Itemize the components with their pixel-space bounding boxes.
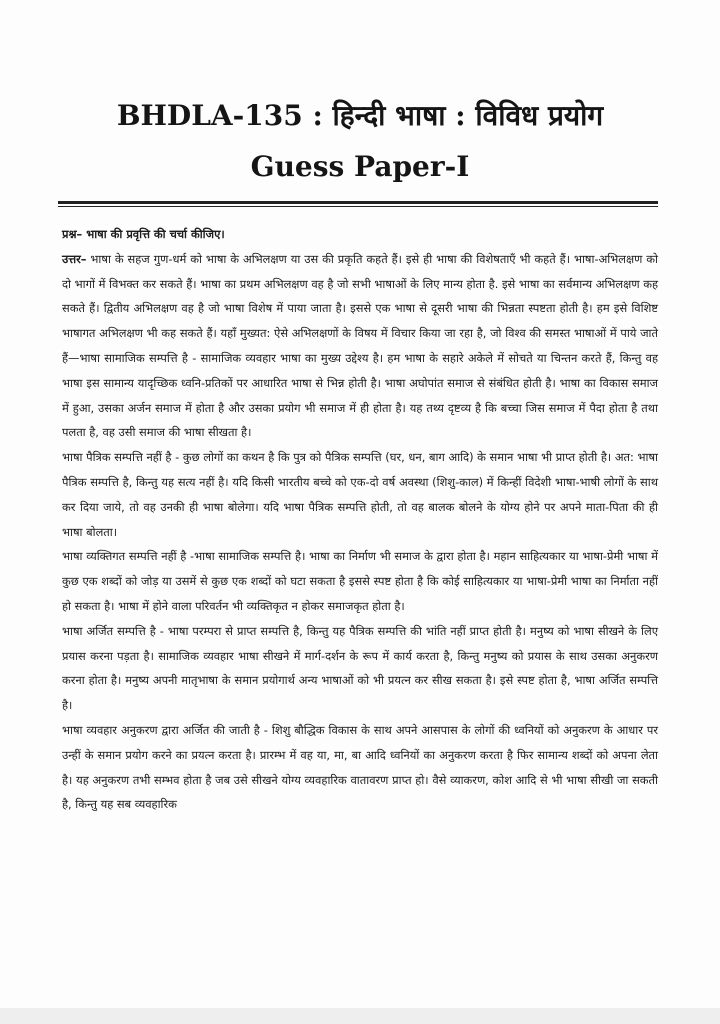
paragraph-5: भाषा व्यवहार अनुकरण द्वारा अर्जित की जाती है - शिशु बौद्धिक विकास के साथ अपने आसपास के लोगों की ध्वनियों को अनुकरण के आधार पर उन्हीं के समान प्रयोग करने का प्रयत्न करता है। प्रारम्भ में वह या, मा, बा आदि ध्वनियों का अनुकरण करता है फिर सामान्य शब्दों को अपना लेता है। यह अनुकरण तभी सम्भव होता है जब उसे सीखने योग्य व्यवहारिक वातावरण प्राप्त हो। वैसे व्याकरण, कोश आदि से भी भाषा सीखी जा सकती है, किन्तु यह सब व्यवहारिक <box>62 722 658 812</box>
question-label: प्रश्न– <box>62 227 83 241</box>
question-line <box>62 222 658 247</box>
paragraph-text: भाषा के सहज गुण-धर्म को भाषा के अभिलक्षण या उस की प्रकृति कहते हैं। इसे ही भाषा की विशेषताएँ भी कहते हैं। भाषा-अभिलक्षण को दो भागों में विभक्त कर सकते हैं। भाषा का प्रथम अभिलक्षण वह है जो सभी भाषाओं के लिए मान्य होता है. इसे भाषा का सर्वमान्य अभिलक्षण कह सकते हैं। द्वितीय अभिलक्षण वह है जो भाषा विशेष में पाया जाता है। इससे एक भाषा से दूसरी भाषा की भिन्नता स्पष्टता होती है। हम इसे विशिष्ट भाषागत अभिलक्षण भी कह सकते हैं। यहाँ मुख्यत: ऐसे अभिलक्षणों के विषय में विचार किया जा रहा है, जो विश्व की समस्त भाषाओं में पाये जाते हैं—भाषा सामाजिक सम्पत्ति है - सामाजिक व्यवहार भाषा का मुख्य उद्देश्य है। हम भाषा के सहारे अकेले में सोचते या चिन्तन करते हैं, किन्तु वह भाषा इस सामान्य यादृच्छिक ध्वनि-प्रतिकों पर आधारित भाषा से भिन्न होती है। भाषा अघोपांत समाज से संबंधित होती है। भाषा का विकास समाज में हुआ, उसका अर्जन समाज में होता है और उसका प्रयोग भी समाज में ही होता है। यह तथ्य दृष्टव्य है कि बच्चा जिस समाज में पैदा होता है तथा पलता है, वह उसी समाज की भाषा सीखता है। <box>62 251 659 440</box>
question-text: भाषा की प्रवृत्ति की चर्चा कीजिए। <box>86 227 225 241</box>
paragraph-3: भाषा व्यक्तिगत सम्पत्ति नहीं है -भाषा सामाजिक सम्पत्ति है। भाषा का निर्माण भी समाज के द्वारा होता है। महान साहित्यकार या भाषा-प्रेमी भाषा में कुछ एक शब्दों को जोड़ या उसमें से कुछ एक शब्दों को घटा सकता है इससे स्पष्ट होता है कि कोई साहित्यकार या भाषा-प्रेमी भाषा का निर्माता नहीं हो सकता है। भाषा में होने वाला परिवर्तन भी व्यक्तिकृत न होकर समाजकृत होता है। <box>62 549 658 613</box>
page-subtitle: Guess Paper-I <box>250 150 470 183</box>
paragraph-4: भाषा अर्जित सम्पत्ति है - भाषा परम्परा से प्राप्त सम्पत्ति है, किन्तु यह पैत्रिक सम्पत्ति की भांति नहीं प्राप्त होती है। मनुष्य को भाषा सीखने के लिए प्रयास करना पड़ता है। सामाजिक व्यवहार भाषा सीखने में मार्ग-दर्शन के रूप में कार्य करता है, किन्तु मनुष्य को प्रयास के साथ उसका अनुकरण करना होता है। मनुष्य अपनी मातृभाषा के समान प्रयोगार्थ अन्य भाषाओं को भी प्रयत्न कर सीख सकता है। इसे स्पष्ट होता है, भाषा अर्जित सम्पत्ति है। <box>62 623 658 713</box>
paragraph-2: भाषा पैत्रिक सम्पत्ति नहीं है - कुछ लोगों का कथन है कि पुत्र को पैत्रिक सम्पत्ति (घर, धन, बाग आदि) के समान भाषा भी प्राप्त होती है। अत: भाषा पैत्रिक सम्पत्ति है, किन्तु यह सत्य नहीं है। यदि किसी भारतीय बच्चे को एक-दो वर्ष अवस्था (शिशु-काल) में किन्हीं विदेशी भाषा-भाषी लोगों के साथ कर दिया जाये, तो वह उनकी ही भाषा बोलेगा। यदि भाषा पैत्रिक सम्पत्ति होती, तो वह बालक बोलने के योग्य होने पर अपने माता-पिता की ही भाषा बोलता। <box>62 450 658 539</box>
page-title: BHDLA-135 : हिन्दी भाषा : विविध प्रयोग <box>116 99 604 132</box>
document-body <box>62 222 658 817</box>
page-bottom-edge <box>0 1008 720 1024</box>
answer-paragraph-1 <box>62 247 658 445</box>
answer-label: उत्तर– <box>62 251 87 266</box>
header-divider <box>58 201 658 207</box>
